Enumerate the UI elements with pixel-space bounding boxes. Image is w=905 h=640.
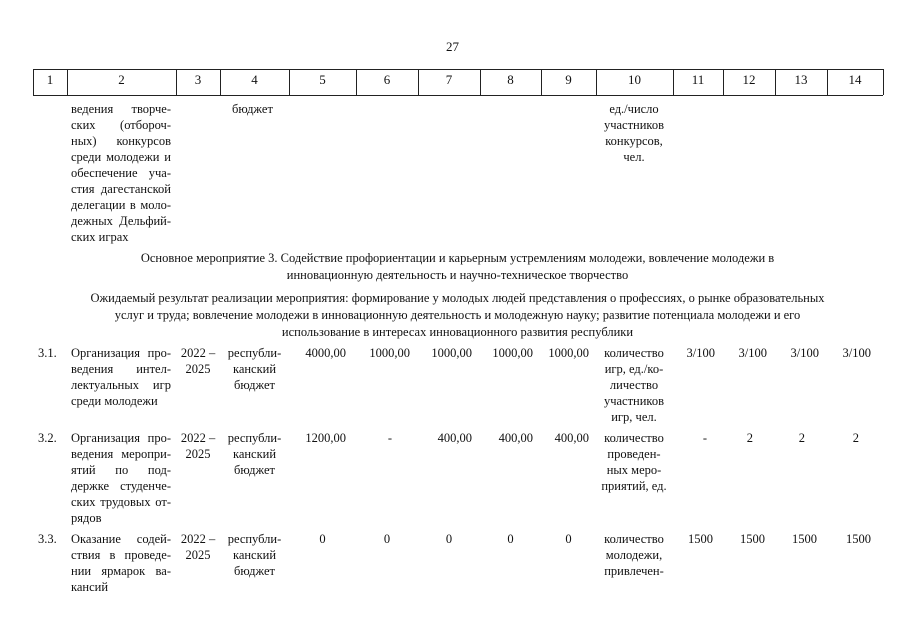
- text-line: кансий: [71, 580, 109, 594]
- text-line: ских играх: [71, 230, 129, 244]
- text-line: среди молодежи: [71, 394, 158, 408]
- text-line: Оказание содей-: [71, 532, 171, 546]
- text-line: канский: [232, 548, 277, 562]
- target-value: 3/100: [790, 346, 819, 360]
- target-value: 2: [798, 431, 805, 445]
- text-line: 2025: [185, 548, 211, 562]
- text-line: 2025: [185, 447, 211, 461]
- text-line: делегации в моло-: [71, 198, 171, 212]
- row-number: 3.1.: [38, 346, 57, 360]
- funding-source: [220, 345, 289, 393]
- carryover-activity-name: [71, 101, 171, 245]
- text-line: канский: [232, 447, 277, 461]
- text-line: Ожидаемый результат реализации мероприятия: формирование у молодых людей представления о профессиях, о рынке образовательных: [90, 291, 825, 305]
- text-line: 2022 –: [180, 431, 216, 445]
- text-line: количество: [604, 532, 664, 546]
- column-header: 3: [194, 72, 202, 87]
- column-header: 8: [507, 72, 514, 87]
- text-line: 2025: [185, 362, 211, 376]
- column-header: 5: [319, 72, 326, 87]
- text-line: привлечен-: [604, 564, 664, 578]
- indicator: [598, 531, 670, 579]
- total-amount: 1200,00: [305, 431, 346, 445]
- text-line: использование в интересах инновационного развития республики: [281, 325, 634, 339]
- text-line: Основное мероприятие 3. Содействие профориентации и карьерным устремлениям молодежи, вовлечение молодежи в: [140, 251, 775, 265]
- amount-2025: 400,00: [554, 431, 589, 445]
- column-header: 7: [445, 72, 453, 87]
- total-amount: 0: [319, 532, 326, 546]
- text-line: 2022 –: [180, 532, 216, 546]
- indicator: [598, 345, 670, 425]
- target-value: 3/100: [842, 346, 871, 360]
- target-value: 1500: [688, 532, 713, 546]
- text-line: ведения интел-: [71, 362, 171, 376]
- column-header: 1: [46, 72, 54, 87]
- amount-2023: 400,00: [437, 431, 472, 445]
- amount-2025: 1000,00: [548, 346, 589, 360]
- text-line: инновационную деятельность и научно-техническое творчество: [286, 268, 629, 282]
- text-line: обеспечение уча-: [71, 166, 171, 180]
- text-line: республи-: [227, 532, 282, 546]
- expected-result: [40, 290, 875, 341]
- column-header: 9: [565, 72, 572, 87]
- text-line: ских (отбороч-: [71, 118, 171, 132]
- text-line: ятий по под-: [71, 463, 171, 477]
- amount-2024: 0: [507, 532, 514, 546]
- funding-source: [220, 531, 289, 579]
- amount-2022: -: [387, 431, 392, 445]
- amount-2022: 0: [383, 532, 391, 546]
- text-line: Организация про-: [71, 346, 171, 360]
- carryover-indicator: [598, 101, 670, 165]
- total-amount: 4000,00: [305, 346, 346, 360]
- activity-name: [71, 531, 171, 595]
- column-header: 14: [848, 72, 862, 87]
- text-line: молодежи,: [605, 548, 663, 562]
- text-line: республи-: [227, 431, 282, 445]
- column-header: 6: [383, 72, 391, 87]
- column-header: 4: [251, 72, 258, 87]
- amount-2024: 1000,00: [492, 346, 533, 360]
- indicator: [598, 430, 670, 494]
- amount-2022: 1000,00: [369, 346, 410, 360]
- column-header: 11: [691, 72, 705, 87]
- text-line: участников: [603, 118, 665, 132]
- header-col-divider: [883, 69, 884, 95]
- text-line: канский: [232, 362, 277, 376]
- target-value: 2: [746, 431, 753, 445]
- text-line: приятий, ед.: [601, 479, 667, 493]
- text-line: ских трудовых от-: [71, 495, 171, 509]
- target-value: 1500: [846, 532, 871, 546]
- text-line: количество: [604, 431, 664, 445]
- amount-2023: 1000,00: [431, 346, 472, 360]
- text-line: дежных Дельфий-: [71, 214, 171, 228]
- funding-source: [220, 430, 289, 478]
- text-line: чел.: [623, 150, 645, 164]
- header-bottom-border: [33, 95, 883, 96]
- target-value: 1500: [740, 532, 765, 546]
- text-line: количество: [604, 346, 664, 360]
- activity-name: [71, 345, 171, 409]
- text-line: бюджет: [234, 378, 275, 392]
- text-line: конкурсов,: [605, 134, 663, 148]
- text-line: проведен-: [607, 447, 661, 461]
- period: [176, 430, 220, 462]
- header-top-border: [33, 69, 883, 70]
- text-line: стия дагестанской: [71, 182, 171, 196]
- text-line: участников: [603, 394, 665, 408]
- text-line: лектуальных игр: [71, 378, 171, 392]
- period: [176, 345, 220, 377]
- row-number: 3.3.: [38, 532, 57, 546]
- page-number: 27: [446, 39, 459, 54]
- target-value: 3/100: [686, 346, 715, 360]
- column-header: 10: [628, 72, 641, 87]
- text-line: игр, ед./ко-: [604, 362, 664, 376]
- text-line: личество: [609, 378, 659, 392]
- amount-2023: 0: [445, 532, 453, 546]
- text-line: ных меро-: [606, 463, 662, 477]
- amount-2024: 400,00: [498, 431, 533, 445]
- target-value: 1500: [792, 532, 817, 546]
- text-line: 2022 –: [180, 346, 216, 360]
- period: [176, 531, 220, 563]
- text-line: бюджет: [234, 463, 275, 477]
- text-line: ведения творче-: [71, 102, 171, 116]
- text-line: республи-: [227, 346, 282, 360]
- column-header: 2: [118, 72, 125, 87]
- text-line: бюджет: [234, 564, 275, 578]
- text-line: ведения меропри-: [71, 447, 171, 461]
- text-line: ствия в проведе-: [71, 548, 171, 562]
- column-header: 12: [742, 72, 756, 87]
- text-line: игр, чел.: [611, 410, 657, 424]
- text-line: ед./число: [609, 102, 659, 116]
- activity-name: [71, 430, 171, 526]
- column-header: 13: [794, 72, 808, 87]
- text-line: Организация про-: [71, 431, 171, 445]
- text-line: услуг и труда; вовлечение молодежи в инновационную деятельность и молодежную науку; развитие потенциала молодежи и его: [114, 308, 801, 322]
- carryover-funding-source: бюджет: [232, 102, 273, 116]
- target-value: -: [702, 431, 707, 445]
- target-value: 3/100: [738, 346, 767, 360]
- main-activity-heading: [40, 250, 875, 284]
- text-line: ных) конкурсов: [71, 134, 171, 148]
- text-line: среди молодежи и: [71, 150, 171, 164]
- text-line: рядов: [71, 511, 102, 525]
- target-value: 2: [852, 431, 859, 445]
- amount-2025: 0: [565, 532, 572, 546]
- row-number: 3.2.: [38, 431, 57, 445]
- text-line: нии ярмарок ва-: [71, 564, 171, 578]
- text-line: держке студенче-: [71, 479, 171, 493]
